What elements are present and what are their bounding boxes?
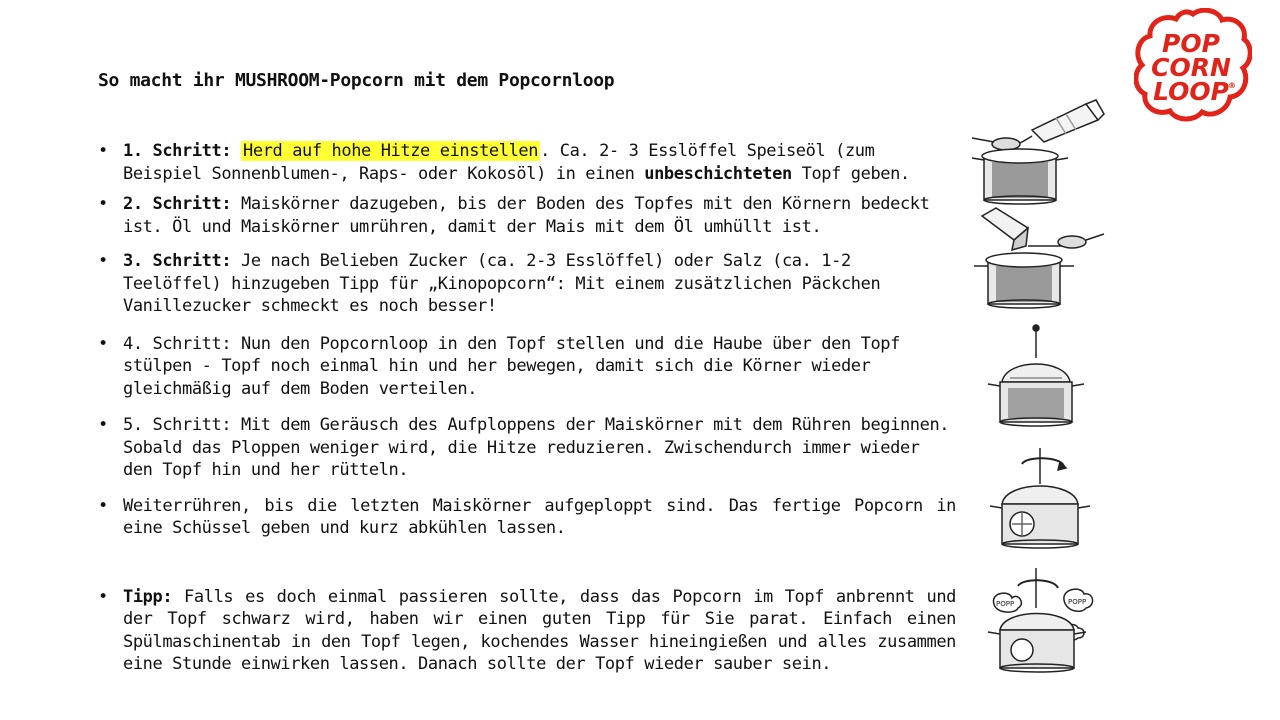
- list-item-step-6: [98, 495, 956, 540]
- step-6-text: Weiterrühren, bis die letzten Maiskörner aufgeploppt sind. Das fertige Popcorn in eine Schüssel geben und kurz abkühlen lassen.: [123, 495, 956, 538]
- step-1-text: . Ca. 2- 3 Esslöffel Speiseöl (zum Beispiel Sonnenblumen-, Raps- oder Kokosöl) in einen: [123, 141, 875, 184]
- list-item-step-4: [98, 333, 956, 401]
- tip-text: Falls es doch einmal passieren sollte, dass das Popcorn im Topf anbrennt und der Topf schwarz wird, haben wir einen guten Tipp für Sie parat. Einfach einen Spülmaschinentab in den Topf legen, kochendes Wasser hineingießen und alles zusammen eine Stunde einwirken lassen. Danach sollte der Topf wieder sauber sein.: [123, 586, 956, 674]
- step-3-text: Je nach Belieben Zucker (ca. 2-3 Esslöffel) oder Salz (ca. 1-2 Teelöffel) hinzugeben Tipp für „Kinopopcorn“: Mit einem zusätzlichen Päckchen Vanillezucker schmeckt es noch besser!: [123, 251, 881, 316]
- step-2-label: 2. Schritt:: [123, 194, 232, 214]
- step-2-text: Maiskörner dazugeben, bis der Boden des Topfes mit den Körnern bedeckt ist. Öl und Maiskörner umrühren, damit der Mais mit dem Öl umhüllt ist.: [123, 194, 930, 237]
- step-1-text-end: Topf geben.: [791, 163, 910, 184]
- tip-label: Tipp:: [123, 586, 173, 607]
- list-item-step-5: [98, 414, 956, 482]
- stirring-illustration: [966, 444, 1106, 550]
- step-1-label: 1. Schritt:: [123, 141, 232, 161]
- steps-list: [98, 140, 956, 676]
- step-1-highlight: Herd auf hohe Hitze einstellen: [243, 141, 539, 161]
- oil-pouring-illustration: [966, 96, 1106, 208]
- popcornloop-logo: [1134, 8, 1252, 124]
- logo-registered: ®: [1228, 81, 1236, 90]
- pop-bubble-left-text: POPP: [996, 600, 1015, 608]
- list-item-step-1: [98, 140, 956, 185]
- step-4-text: 4. Schritt: Nun den Popcornloop in den Topf stellen und die Haube über den Topf stülpen - Topf noch einmal hin und her bewegen, damit sich die Körner wieder gleichmäßig auf dem Boden verteilen.: [123, 333, 900, 399]
- pot-with-dome-illustration: [966, 324, 1106, 428]
- step-5-text: 5. Schritt: Mit dem Geräusch des Aufploppens der Maiskörner mit dem Rühren beginnen. Sobald das Ploppen weniger wird, die Hitze reduzieren. Zwischendurch immer wieder den Topf hin und her rütteln.: [123, 415, 950, 480]
- logo-line-1: POP: [1162, 29, 1220, 58]
- pop-bubble-right-text: POPP: [1068, 598, 1087, 606]
- logo-line-2: CORN: [1151, 53, 1231, 82]
- corn-adding-illustration: [966, 206, 1106, 310]
- logo-line-3: LOOP: [1153, 77, 1229, 106]
- list-item-tip: [98, 586, 956, 676]
- list-item-step-2: [98, 193, 956, 238]
- list-item-step-3: [98, 250, 956, 318]
- page-title: So macht ihr MUSHROOM-Popcorn mit dem Popcornloop: [98, 70, 615, 91]
- step-3-label: 3. Schritt:: [123, 251, 232, 271]
- popping-illustration: [966, 564, 1106, 674]
- step-1-bold-word: unbeschichteten: [644, 163, 792, 184]
